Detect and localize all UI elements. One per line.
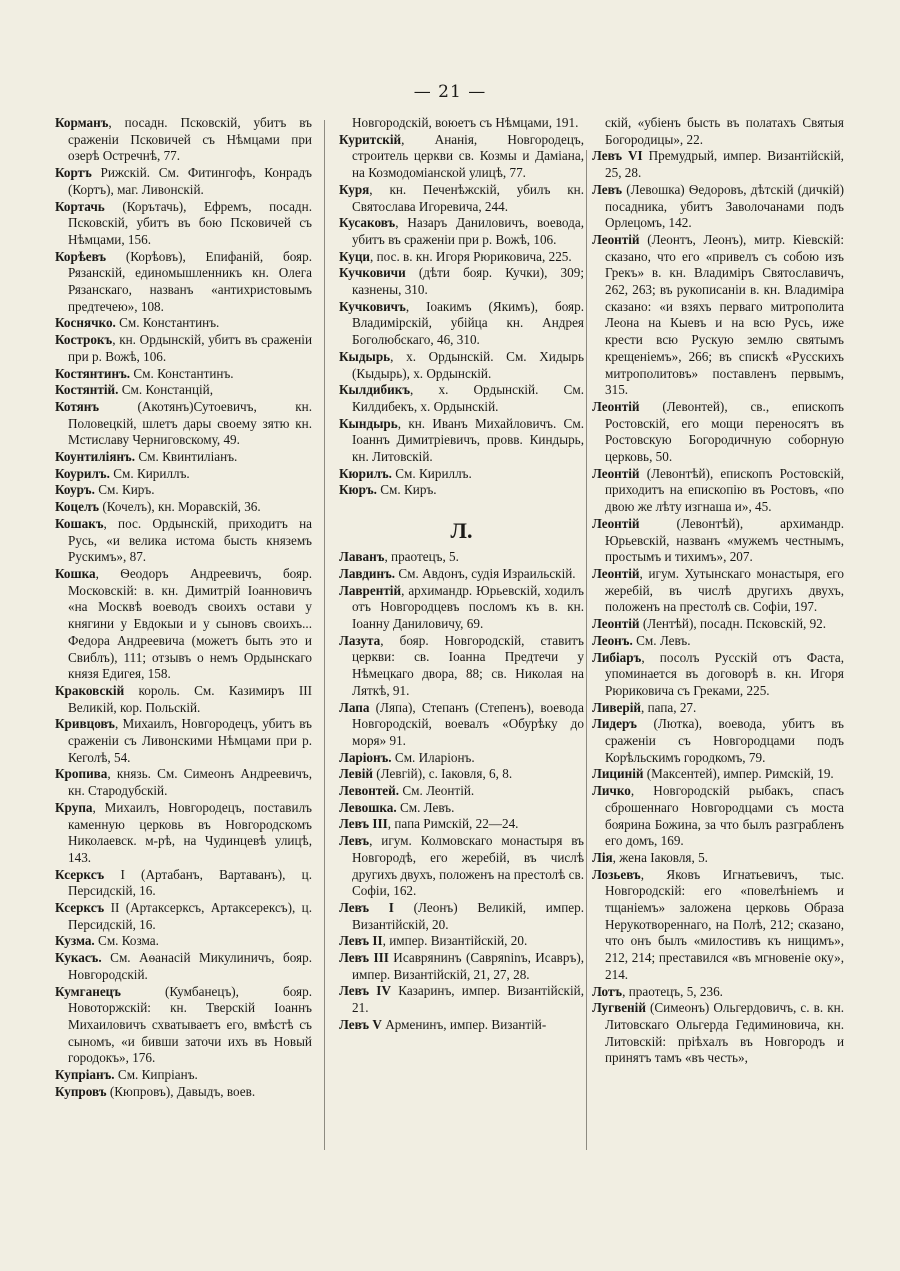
entry-text: См. Левъ. <box>632 632 691 648</box>
index-entry <box>55 867 312 900</box>
entry-text: , посолъ Русскій отъ Фаста, упоминается въ договорѣ в. кн. Игоря Рюриковича съ Греками, 225. <box>605 649 844 698</box>
entry-headword: Леонтій <box>592 565 640 581</box>
index-entry <box>55 332 312 365</box>
index-entry <box>55 449 312 466</box>
index-entry <box>339 800 584 817</box>
column-2 <box>339 115 584 1034</box>
entry-text: (Корѣовъ), Епифаній, бояр. Рязанскій, единомышленникъ кн. Олега Рязанскаго, названъ «антихристовымъ предтечею», 108. <box>68 248 312 314</box>
index-entry <box>592 399 844 466</box>
entry-headword: Кострокъ <box>55 332 113 348</box>
entry-headword: Кыдырь <box>339 348 391 364</box>
entry-headword: Леонтій <box>592 398 640 414</box>
entry-headword: Левъ III <box>339 950 389 966</box>
entry-text: (Леонтъ, Леонъ), митр. Кіевскій: сказано, что его «привелъ съ собою изъ Грекъ» в. кн. Владиміръ Святославичъ, 262, 263; въ рукописаніи в. кн. Владиміра сказано: «и взяхъ перваго митрополита Леона на Кыевъ и на всю Русь, иже крести всю Рускую землю святымъ крещеніемъ», 266; въ спискѣ «Русскихъ митрополитовъ» поставленъ первымъ, 315. <box>605 231 844 398</box>
index-entry <box>55 165 312 198</box>
entry-headword: Леонъ. <box>592 632 633 648</box>
entry-headword: Левонтей. <box>339 783 400 799</box>
index-entry <box>55 115 312 165</box>
entry-text: , Михаилъ, Новгородецъ, поставилъ каменную церковь въ Новгородскомъ Николаевск. м-рѣ, на Чудинцевѣ улицѣ, 143. <box>68 799 312 865</box>
index-entry <box>592 867 844 984</box>
index-entry <box>592 984 844 1001</box>
index-entry <box>339 783 584 800</box>
index-entry <box>55 482 312 499</box>
index-entry <box>339 566 584 583</box>
entry-text: См. Киръ. <box>376 482 437 498</box>
entry-text: , архимандр. Юрьевскій, ходилъ отъ Новгородцевъ посломъ къ в. кн. Іоанну Даниловичу, 69. <box>352 582 584 631</box>
entry-text: (Левошка) Ѳедоровъ, дѣтскій (дичкій) посадника, убитъ Заволочанами подъ Орлецомъ, 142. <box>605 181 844 231</box>
entry-headword: Левъ <box>592 181 623 197</box>
index-entry <box>339 265 584 298</box>
index-entry <box>339 633 584 700</box>
index-entry <box>339 950 584 983</box>
entry-headword: Корманъ <box>55 115 109 130</box>
index-entry <box>592 783 844 850</box>
entry-text: Казаринъ, импер. Византійскій, 21. <box>352 983 584 1016</box>
entry-text: (Корътачь), Ефремъ, посадн. Псковскій, убитъ въ бою Псковичей съ Нѣмцами, 156. <box>68 198 312 247</box>
column-3 <box>592 115 844 1067</box>
index-entry <box>339 416 584 466</box>
entry-headword: Левъ III <box>339 816 388 832</box>
entry-headword: Кусаковъ <box>339 215 396 231</box>
index-entry <box>339 700 584 750</box>
entry-headword: Коунтиліянъ. <box>55 449 136 465</box>
entry-text: См. Авдонъ, судія Израильскій. <box>395 565 576 581</box>
entry-text: (Кумбанецъ), бояр. Новоторжскій: кн. Тверскій Іоаннъ Михаиловичъ схватываетъ его, вмѣстѣ съ сыномъ, «и бивши заточи ихъ въ Новый городокъ», 176. <box>68 983 312 1066</box>
entry-headword: Лавдинъ. <box>339 565 396 581</box>
entry-text: , Назаръ Даниловичъ, воевода, убитъ въ сраженіи при р. Вожѣ, 106. <box>352 215 584 247</box>
entry-headword: Лія <box>592 849 613 865</box>
entry-headword: Левъ I <box>339 899 394 915</box>
entry-text: (Лютка), воевода, убитъ въ сраженіи съ Новгородцами подъ Корѣльскимъ городкомъ, 79. <box>605 716 844 765</box>
entry-headword: Кындырь <box>339 415 398 431</box>
entry-headword: Куци <box>339 248 371 264</box>
index-entry <box>592 716 844 766</box>
entry-headword: Ливерій <box>592 699 641 715</box>
entry-headword: Корѣевъ <box>55 248 107 264</box>
index-entry <box>339 900 584 933</box>
entry-headword: Купріанъ. <box>55 1067 115 1083</box>
entry-headword: Левъ V <box>339 1016 382 1032</box>
entry-text: , кн. Иванъ Михайловичъ. См. Іоаннъ Димитріевичъ, провв. Киндырь, кн. Литовскій. <box>352 415 584 465</box>
entry-text: См. Левъ. <box>396 799 455 815</box>
entry-headword: Кукасъ. <box>55 950 102 966</box>
entry-text: См. Констанцій, <box>118 382 214 398</box>
index-entry <box>339 583 584 633</box>
entry-text: См. Квинтиліанъ. <box>135 449 238 465</box>
index-entry <box>592 700 844 717</box>
entry-headword: Коцелъ <box>55 499 100 515</box>
entry-text: (Левонтѣй), архимандр. Юрьевскій, названъ «мужемъ честнымъ, простымъ и тихимъ», 207. <box>605 515 844 565</box>
entry-headword: Лаванъ <box>339 549 385 565</box>
entry-text: скій, «убіенъ бысть въ полатахъ Святыя Богородицы», 22. <box>605 115 844 147</box>
entry-headword: Куря <box>339 181 370 197</box>
page-number: — 21 — <box>413 82 487 102</box>
entry-headword: Кривцовъ <box>55 716 115 732</box>
column-1 <box>55 115 312 1100</box>
entry-text: См. Константинъ. <box>115 315 220 331</box>
entry-headword: Лидеръ <box>592 716 637 732</box>
index-entry <box>55 900 312 933</box>
entry-headword: Лаврентій <box>339 582 402 598</box>
entry-headword: Ксерксъ <box>55 900 105 916</box>
index-entry <box>339 482 584 499</box>
entry-headword: Леонтій <box>592 515 640 531</box>
entry-text: См. Кипріанъ. <box>114 1067 198 1083</box>
index-entry <box>339 549 584 566</box>
index-entry <box>55 683 312 716</box>
column-divider <box>586 150 587 1150</box>
entry-text: , князь. См. Симеонъ Андреевичъ, кн. Стародубскій. <box>68 766 312 799</box>
entry-headword: Леонтій <box>592 231 640 247</box>
entry-headword: Костянтинъ. <box>55 365 131 381</box>
index-entry <box>339 766 584 783</box>
entry-text: См. Кириллъ. <box>391 465 472 481</box>
entry-text: Новгородскій, воюетъ съ Нѣмцами, 191. <box>352 115 579 130</box>
index-entry <box>339 1017 584 1034</box>
index-entry <box>339 466 584 483</box>
entry-headword: Левъ VI <box>592 148 643 164</box>
entry-text: См. Иларіонъ. <box>391 749 475 765</box>
entry-headword: Лазута <box>339 632 381 648</box>
index-entry <box>55 984 312 1068</box>
entry-text: (Лентѣй), посадн. Псковскій, 92. <box>639 616 827 632</box>
entry-text: См. Леонтій. <box>399 783 475 799</box>
entry-headword: Лапа <box>339 699 370 715</box>
index-entry <box>592 182 844 232</box>
entry-text: I (Артабанъ, Вартаванъ), ц. Персидскій, 16. <box>68 866 312 899</box>
index-entry <box>55 382 312 399</box>
entry-headword: Левъ <box>339 833 370 849</box>
index-entry <box>339 933 584 950</box>
entry-text: Исаврянинъ (Савряninъ, Исавръ), импер. Византійскій, 21, 27, 28. <box>352 950 585 982</box>
index-entry <box>55 950 312 983</box>
entry-headword: Леонтій <box>592 616 640 632</box>
entry-text: , игум. Хутынскаго монастыря, его жеребій, въ числѣ другихъ двухъ, положенъ на престолѣ св. Софіи, 197. <box>605 565 844 615</box>
index-entry <box>55 1067 312 1084</box>
index-entry <box>55 466 312 483</box>
entry-text: , пос. в. кн. Игоря Рюриковича, 225. <box>370 248 572 264</box>
entry-text: См. Козма. <box>94 933 159 949</box>
entry-headword: Кюрилъ. <box>339 465 392 481</box>
entry-headword: Личко <box>592 783 631 799</box>
entry-headword: Левій <box>339 766 373 782</box>
entry-headword: Кылдибикъ <box>339 382 411 398</box>
entry-headword: Лугвеній <box>592 1000 646 1016</box>
entry-headword: Лициній <box>592 766 644 782</box>
entry-text: См. Киръ. <box>94 482 155 498</box>
entry-text: , пос. Ордынскій, приходитъ на Русь, «и велика истома бысть княземъ Рускимъ», 87. <box>68 515 312 565</box>
entry-text: (дѣти бояр. Кучки), 309; казнены, 310. <box>352 265 584 298</box>
entry-headword: Кошакъ <box>55 515 104 531</box>
index-entry <box>592 566 844 616</box>
index-entry <box>592 633 844 650</box>
entry-text: , праотецъ, 5. <box>384 549 459 565</box>
entry-text: , импер. Византійскій, 20. <box>382 933 528 949</box>
index-entry <box>339 249 584 266</box>
entry-text: (Кочелъ), кн. Моравскій, 36. <box>99 499 261 515</box>
index-entry <box>339 132 584 182</box>
entry-headword: Лотъ <box>592 983 623 999</box>
entry-text: Рижскій. См. Фитингофъ, Конрадъ (Кортъ), маг. Ливонскій. <box>68 165 312 197</box>
entry-headword: Кучковичи <box>339 265 406 281</box>
entry-text: (Леонъ) Великій, импер. Византійскій, 20. <box>352 899 584 932</box>
entry-headword: Ларіонъ. <box>339 749 392 765</box>
entry-text: (Кюпровъ), Давыдъ, воев. <box>106 1083 256 1099</box>
index-entry <box>339 215 584 248</box>
entry-headword: Левъ IV <box>339 983 391 999</box>
index-entry <box>55 315 312 332</box>
index-entry <box>55 499 312 516</box>
entry-text: См. Кириллъ. <box>109 465 190 481</box>
entry-headword: Лозьевъ <box>592 866 641 882</box>
entry-headword: Краковскій <box>55 682 125 698</box>
index-entry <box>339 115 584 132</box>
index-entry <box>55 766 312 799</box>
column-divider <box>324 120 325 1150</box>
entry-headword: Коурилъ. <box>55 465 110 481</box>
entry-text: , праотецъ, 5, 236. <box>622 983 723 999</box>
index-entry <box>592 650 844 700</box>
index-entry <box>592 466 844 516</box>
entry-headword: Костянтій. <box>55 382 119 398</box>
index-entry <box>339 816 584 833</box>
entry-text: , Михаилъ, Новгородецъ, убитъ въ сраженіи съ Ливонскими Нѣмцами при р. Кеголѣ, 54. <box>68 716 312 765</box>
index-entry <box>592 850 844 867</box>
index-entry <box>55 399 312 449</box>
entry-text: , кн. Ордынскій, убитъ въ сраженіи при р. Вожѣ, 106. <box>68 332 312 364</box>
entry-text: , Іоакимъ (Якимъ), бояр. Владимірскій, убійца кн. Андрея Боголюбскаго, 46, 310. <box>352 298 584 348</box>
entry-headword: Коуръ. <box>55 482 95 498</box>
entry-headword: Кропива <box>55 766 108 782</box>
index-entry <box>55 1084 312 1101</box>
entry-text: (Ляпа), Степанъ (Степенъ), воевода Новгородскій, воевалъ «Обурѣку до моря» 91. <box>352 699 584 748</box>
entry-text: , х. Ордынскій. См. Килдибекъ, х. Ордынскій. <box>352 382 584 414</box>
index-entry <box>55 199 312 249</box>
index-entry <box>592 516 844 566</box>
entry-text: , папа Римскій, 22—24. <box>387 816 519 832</box>
section-heading: Л. <box>450 518 473 544</box>
entry-text: , бояр. Новгородскій, ставитъ церкви: св. Іоанна Предтечи у Нѣмецкаго двора, 88; св. Николая на Ляткѣ, 91. <box>352 632 584 698</box>
entry-text: король. См. Казимиръ III Великій, кор. Польскій. <box>68 682 312 715</box>
entry-headword: Котянъ <box>55 398 100 414</box>
entry-headword: Кумганецъ <box>55 983 121 999</box>
index-entry <box>339 750 584 767</box>
entry-text: , жена Іаковля, 5. <box>612 849 708 865</box>
entry-text: (Симеонъ) Ольгердовичъ, с. в. кн. Литовскаго Ольгерда Гедиминовича, кн. Литовскій: пріѣхалъ въ Новгородъ и принятъ тамъ «въ честь», <box>605 1000 844 1066</box>
entry-text: , Ананія, Новгородецъ, строитель церкви св. Козмы и Даміана, на Козмодоміанской улицѣ, 77. <box>352 131 584 181</box>
index-entry <box>592 232 844 399</box>
entry-headword: Кортачь <box>55 198 105 214</box>
entry-text: См. Аѳанасій Микулиничъ, бояр. Новгородскій. <box>68 950 312 982</box>
entry-headword: Коснячко. <box>55 315 116 331</box>
index-entry <box>55 716 312 766</box>
entry-headword: Купровъ <box>55 1083 107 1099</box>
index-entry <box>55 366 312 383</box>
entry-text: , папа, 27. <box>641 699 697 715</box>
entry-text: (Левгій), с. Іаковля, 6, 8. <box>372 766 513 782</box>
index-entry <box>55 933 312 950</box>
entry-text: , Ѳеодоръ Андреевичъ, бояр. Московскій: в. кн. Димитрій Іоанновичъ «на Москвѣ воеводъ своихъ остави у княгини у Евдокыи и у сыновъ своихъ... Федора Андреевича (можетъ быть это и Свиблъ), 111; отзывъ о немъ Ордынскаго князя Едигея, 158. <box>68 565 312 682</box>
index-entry <box>55 516 312 566</box>
entry-headword: Куритскій <box>339 131 402 147</box>
entry-text: , Яковъ Игнатьевичъ, тыс. Новгородскій: его «повелѣніемъ и тщаніемъ» заложена церковь Образа Нерукотвореннаго, на Полѣ, 212; сказано, что онъ былъ «милостивъ къ нищимъ», 212, 214; преставился «въ мгновеніе оку», 214. <box>605 866 844 982</box>
index-entry <box>339 983 584 1016</box>
index-entry <box>55 249 312 316</box>
entry-headword: Кошка <box>55 565 96 581</box>
index-entry <box>55 566 312 683</box>
entry-text: См. Константинъ. <box>130 365 234 381</box>
entry-text: Арменинъ, импер. Византій- <box>381 1016 547 1032</box>
entry-text: , х. Ордынскій. См. Хидырь (Кыдырь), х. Ордынскій. <box>352 348 584 381</box>
entry-headword: Кортъ <box>55 165 92 181</box>
entry-text: , Новгородскій рыбакъ, спасъ сброшеннаго Новгородцами съ моста боярина Божина, за что былъ разграбленъ его домъ, 169. <box>605 783 844 849</box>
index-entry <box>339 299 584 349</box>
index-entry <box>592 148 844 181</box>
entry-headword: Левошка. <box>339 799 397 815</box>
entry-headword: Кюръ. <box>339 482 377 498</box>
entry-headword: Либіаръ <box>592 649 642 665</box>
index-entry <box>592 1000 844 1067</box>
entry-headword: Крупа <box>55 799 93 815</box>
entry-headword: Кузма. <box>55 933 95 949</box>
index-entry <box>339 382 584 415</box>
entry-text: (Акотянъ)Сутоевичъ, кн. Половецкій, шлетъ дары своему зятю кн. Мстиславу Черниговскому, 49. <box>68 398 312 448</box>
entry-text: (Левонтѣй), епископъ Ростовскій, приходитъ на епископію въ Ростовъ, «по двою же лѣту изгнаша и», 45. <box>605 465 844 515</box>
index-entry <box>592 115 844 148</box>
entry-headword: Кучковичъ <box>339 298 406 314</box>
entry-text: , игум. Колмовскаго монастыря въ Новгородѣ, его жеребій, въ числѣ другихъ двухъ, положенъ на престолѣ св. Софіи, 162. <box>352 833 584 899</box>
entry-headword: Леонтій <box>592 465 640 481</box>
entry-text: II (Артаксерксъ, Артаксерексъ), ц. Персидскій, 16. <box>68 900 312 932</box>
index-entry <box>592 616 844 633</box>
entry-text: , кн. Печенѣжскій, убилъ кн. Святослава Игоревича, 244. <box>352 181 584 214</box>
index-entry <box>339 182 584 215</box>
entry-headword: Левъ II <box>339 933 383 949</box>
index-entry <box>592 766 844 783</box>
entry-text: Премудрый, импер. Византійскій, 25, 28. <box>605 148 844 181</box>
index-entry <box>339 349 584 382</box>
entry-text: , посадн. Псковскій, убитъ въ сраженіи Псковичей съ Нѣмцами при озерѣ Остречнѣ, 77. <box>68 115 312 164</box>
index-entry <box>55 800 312 867</box>
entry-headword: Ксерксъ <box>55 866 105 882</box>
entry-text: (Максентей), импер. Римскій, 19. <box>643 766 834 782</box>
entry-text: (Левонтей), св., епископъ Ростовскій, его мощи переносятъ въ Ростовскую Богородичную соборную церковь, 50. <box>605 398 844 465</box>
index-entry <box>339 833 584 900</box>
